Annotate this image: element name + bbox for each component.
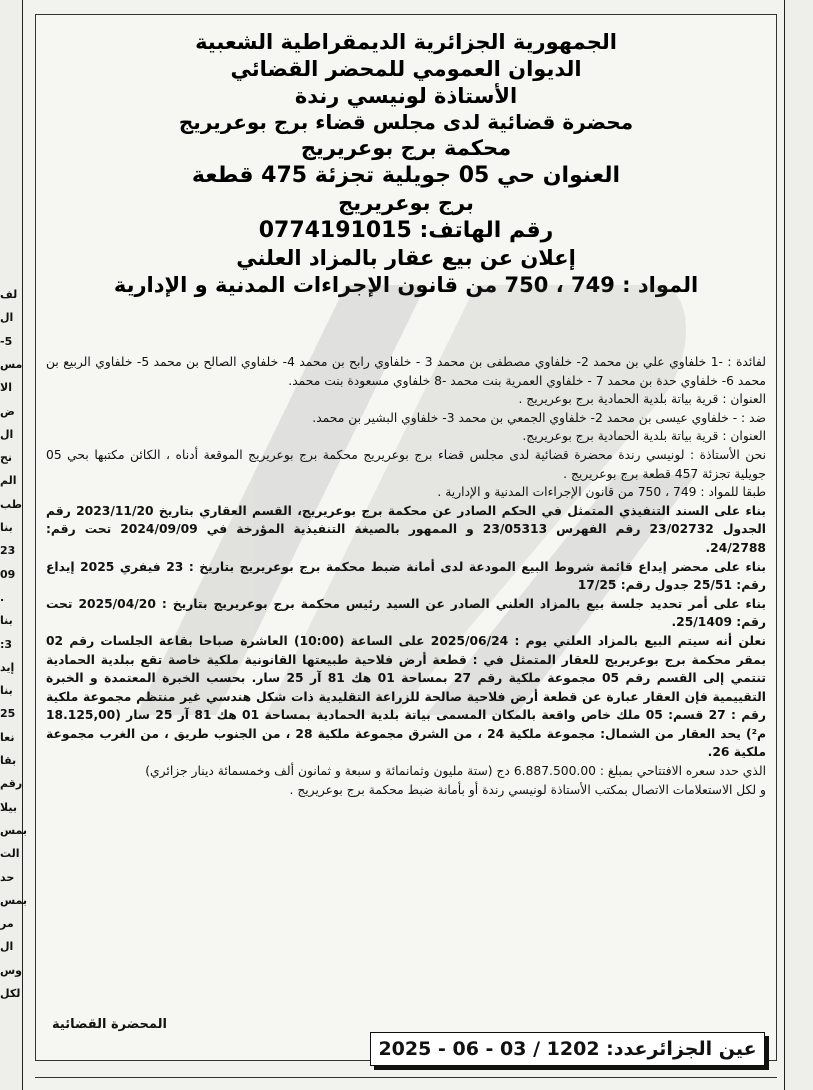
divider [35, 1077, 777, 1078]
fragment-text: الم [0, 474, 17, 488]
notice-header [36, 15, 776, 299]
header-court: محكمة برج بوعريريج [300, 136, 512, 161]
plaintiffs-paragraph: لفائدة : -1 خلفاوي علي بن محمد 2- خلفاوي مصطفى بن محمد 3 - خلفاوي رابح بن محمد 4- خلفاوي الصالح بن محمد 5- خلفاوي الربيع بن محمد 6- خلفاوي حدة بن محمد 7 - خلفاوي العمرية بنت محمد -8 خلفاوي مسعودة بنت محمد. [46, 355, 766, 388]
header-bailiff-name: الأستاذة لونيسي رندة [294, 83, 518, 108]
fragment-text: إيد [0, 660, 15, 674]
hearing-order-paragraph: بناء على أمر تحديد جلسة بيع بالمزاد العلني الصادر عن السيد رئيس محكمة برج بوعريريج بتاريخ : 2025/04/20 تحت رقم: 25/1409. [46, 596, 766, 630]
plaintiffs-address: العنوان : قرية بياتة بلدية الحمادية برج بوعريريج . [518, 392, 766, 407]
fragment-text: الت [0, 847, 20, 861]
fragment-text: مر [0, 917, 14, 931]
fragment-text: طب [0, 497, 23, 511]
defendants-address: العنوان : قرية بياتة بلدية الحمادية برج بوعريريج. [522, 429, 766, 444]
fragment-text: وس [0, 963, 23, 977]
fragment-text: 23 [0, 544, 16, 558]
fragment-text: مس [0, 357, 23, 371]
header-city: برج بوعريريج [338, 191, 474, 216]
fragment-text: رقم [0, 777, 23, 791]
opening-price: الذي حدد سعره الافتتاحي بمبلغ : 6.887.500.00 دج (ستة مليون وثمانمائة و سبعة و ثمانون ألف وخمسمائة دينار جزائري) [145, 764, 766, 779]
bailiff-statement: نحن الأستاذة : لونيسي رندة محضرة قضائية لدى مجلس قضاء برج بوعريريج محكمة برج بوعريريج الموقعة أدناه ، الكائن مكتبها بحي 05 جويلية تجزئة 457 قطعة برج بوعريريج . [46, 447, 766, 481]
fragment-text: الا [0, 381, 12, 395]
fragment-text: بنا [0, 614, 13, 628]
fragment-text: ض [0, 404, 15, 418]
fragment-text: نعا [0, 730, 15, 744]
defendants-paragraph: ضد : - خلفاوي عيسى بن محمد 2- خلفاوي الجمعي بن محمد 3- خلفاوي البشير بن محمد. [312, 410, 766, 425]
fragment-text: ال [0, 427, 14, 441]
auction-announcement: نعلن أنه سيتم البيع بالمزاد العلني يوم : 2025/06/24 على الساعة (10:00) العاشرة صباحا بقاعة الجلسات رقم 02 بمقر محكمة برج بوعريريج للعقار المتمثل في : قطعة أرض فلاحية طبيعتها القانونية ملكية خاصة تقع ببلدية الحمادية تنتمي إلى القسم رقم 05 مجموعة ملكية رقم 27 بمساحة 01 هك 81 آر 25 سار. بحسب الخبرة المعتمدة و الخبرة التقييمية فإن العقار عبارة عن قطعة أرض فلاحية صالحة للزراعة التقليدية ذات شكل هندسي غير منتظم مجموعة ملكية رقم : 27 قسم: 05 ملك خاص واقعة بالمكان المسمى بياتة بلدية الحمادية بمساحة 01 هك 81 آر 25 سار (18.125,00 م²) يحد العقار من الشمال: مجموعة ملكية 24 ، من الشرق مجموعة ملكية 28 ، من الجنوب طريق ، من الغرب مجموعة ملكية 26. [46, 633, 767, 760]
publication-reference: عين الجزائرعدد: 1202 / 03 - 06 - 2025 [370, 1032, 765, 1066]
contact-info: و لكل الاستعلامات الاتصال بمكتب الأستاذة لونيسي رندة أو بأمانة ضبط محكمة برج بوعريريج . [289, 782, 766, 797]
header-court-council: محضرة قضائية لدى مجلس قضاء برج بوعريريج [178, 109, 634, 134]
header-country: الجمهورية الجزائرية الديمقراطية الشعبية [195, 30, 617, 54]
deposit-paragraph: بناء على محضر إيداع قائمة شروط البيع المودعة لدى أمانة ضبط محكمة برج بوعريريج بتاريخ : 23 فيفري 2025 إيداع رقم: 25/51 جدول رقم: 17/25 [46, 559, 766, 593]
fragment-text: ال [0, 311, 14, 325]
header-office: الديوان العمومي للمحضر القضائي [230, 56, 582, 81]
fragment-text: 25 [0, 707, 16, 721]
signature: المحضرة القضائية [52, 1017, 167, 1032]
fragment-text: . [0, 590, 5, 604]
legal-basis: طبقا للمواد : 749 ، 750 من قانون الإجراءات المدنية و الإدارية . [437, 485, 766, 500]
fragment-text: نح [0, 451, 13, 465]
fragment-text: :3 [0, 637, 13, 651]
notice-body [46, 353, 766, 799]
adjacent-page-margin [784, 0, 813, 1090]
fragment-text: -5 [0, 334, 13, 348]
fragment-text: بمس [0, 823, 28, 837]
fragment-text: ال [0, 940, 14, 954]
fragment-text: لكل [0, 987, 21, 1000]
enforcement-title-paragraph: بناء على السند التنفيذي المتمثل في الحكم الصادر عن محكمة برج بوعريريج، القسم العقاري بتاريخ 2023/11/20 رقم الجدول 23/02732 رقم الفهرس 23/05313 و الممهور بالصيغة التنفيذية المؤرخة في 2024/09/09 تحت رقم: 24/2788. [46, 503, 766, 555]
fragment-text: بمس [0, 893, 28, 907]
fragment-text: لف [0, 288, 18, 301]
legal-notice [35, 14, 777, 1061]
fragment-text: بقا [0, 754, 17, 767]
header-articles: المواد : 749 ، 750 من قانون الإجراءات المدنية و الإدارية [113, 273, 699, 298]
adjacent-column-fragment [0, 0, 28, 1090]
header-phone: رقم الهاتف: 0774191015 [258, 218, 554, 244]
fragment-text: 09 [0, 567, 16, 581]
fragment-text: بنا [0, 684, 13, 698]
fragment-text: حد [0, 870, 15, 884]
header-address: العنوان حي 05 جويلية تجزئة 475 قطعة [191, 163, 621, 189]
header-notice-title: إعلان عن بيع عقار بالمزاد العلني [236, 246, 576, 271]
fragment-text: بنا [0, 521, 13, 534]
fragment-text: بيلا [0, 800, 17, 814]
